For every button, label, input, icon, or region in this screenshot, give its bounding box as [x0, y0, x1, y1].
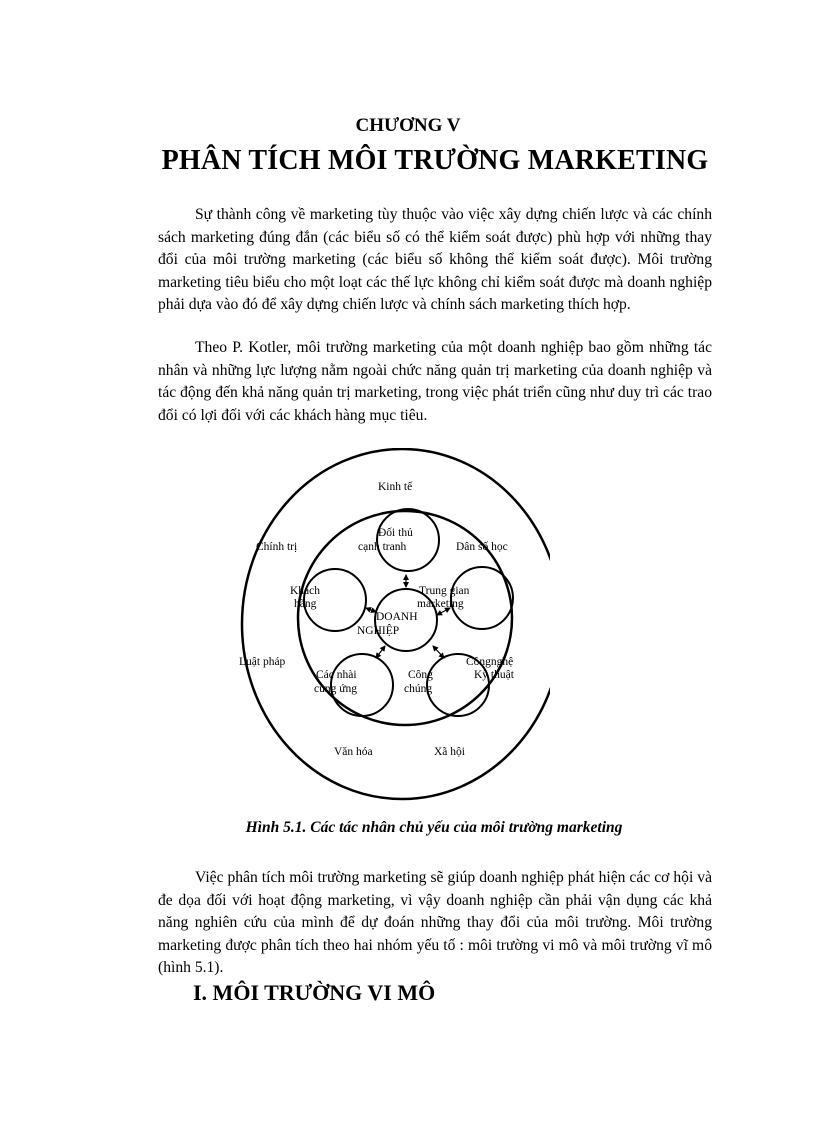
page-title: PHÂN TÍCH MÔI TRƯỜNG MARKETING [161, 145, 709, 176]
label-chinh-tri: Chính trị [256, 541, 298, 553]
label-marketing: marketing [417, 598, 464, 610]
label-canh-tranh: cạnh tranh [358, 541, 407, 553]
label-khach: Khách [290, 585, 321, 597]
label-doi-thu: Đối thủ [378, 527, 413, 539]
arrow-supplier [376, 646, 385, 658]
label-kinh-te: Kinh tế [378, 481, 413, 493]
label-van-hoa: Văn hóa [334, 746, 373, 758]
analysis-paragraph: Việc phân tích môi trường marketing sẽ giúp doanh nghiệp phát hiện các cơ hội và đe dọa đối với hoạt động marketing, vì vậy doanh nghiệp cần phải vận dụng các khả năng nghiên cứu của mình để dự đoán những thay đổi của môi trường. Môi trường marketing được phân tích theo hai nhóm yếu tố : môi trường vi mô và môi trường vĩ mô (hình 5.1). [158, 869, 712, 976]
label-nghiep: NGHIỆP [357, 625, 400, 637]
label-cac-nhai: Các nhài [316, 669, 357, 681]
label-trung-gian: Trung gian [419, 585, 470, 597]
chapter-label: CHƯƠNG V [355, 115, 461, 136]
label-cong-nghe: Côngnghệ [466, 656, 514, 668]
section-heading: I. MÔI TRƯỜNG VI MÔ [193, 980, 436, 1005]
kotler-paragraph: Theo P. Kotler, môi trường marketing của một doanh nghiệp bao gồm những tác nhân và những lực lượng nằm ngoài chức năng quản trị marketing của doanh nghiệp và tác động đến khả năng quản trị marketing, trong việc phát triển cũng như duy trì các trao đổi có lợi đối với các khách hàng mục tiêu. [158, 339, 712, 424]
macro-environment-circle [242, 449, 550, 799]
marketing-environment-diagram [230, 448, 550, 813]
label-cung-ung: cung ứng [314, 683, 357, 695]
label-xa-hoi: Xã hội [434, 746, 465, 758]
label-cong: Công [408, 669, 433, 681]
label-chung: chúng [404, 683, 433, 695]
label-doanh: DOANH [376, 611, 418, 623]
figure-caption: Hình 5.1. Các tác nhân chủ yếu của môi trường marketing [245, 819, 623, 836]
label-luat-phap: Luật pháp [239, 656, 286, 668]
competitor-circle [377, 509, 439, 571]
label-ky-thuat: Kỹ thuật [474, 669, 514, 681]
intro-paragraph: Sự thành công về marketing tùy thuộc vào việc xây dựng chiến lược và các chính sách marketing đúng đắn (các biểu số có thể kiểm soát được) phù hợp với những thay đổi của môi trường marketing (các biểu số không thể kiểm soát được). Môi trường marketing tiêu biểu cho một loạt các thế lực không chỉ kiểm soát được mà doanh nghiệp phải dựa vào đó để xây dựng chiến lược và chính sách marketing thích hợp. [158, 206, 712, 313]
arrow-public [433, 646, 444, 658]
label-dan-so-hoc: Dân số học [456, 541, 508, 553]
label-hang: hàng [294, 598, 317, 610]
arrow-customer [366, 608, 376, 612]
